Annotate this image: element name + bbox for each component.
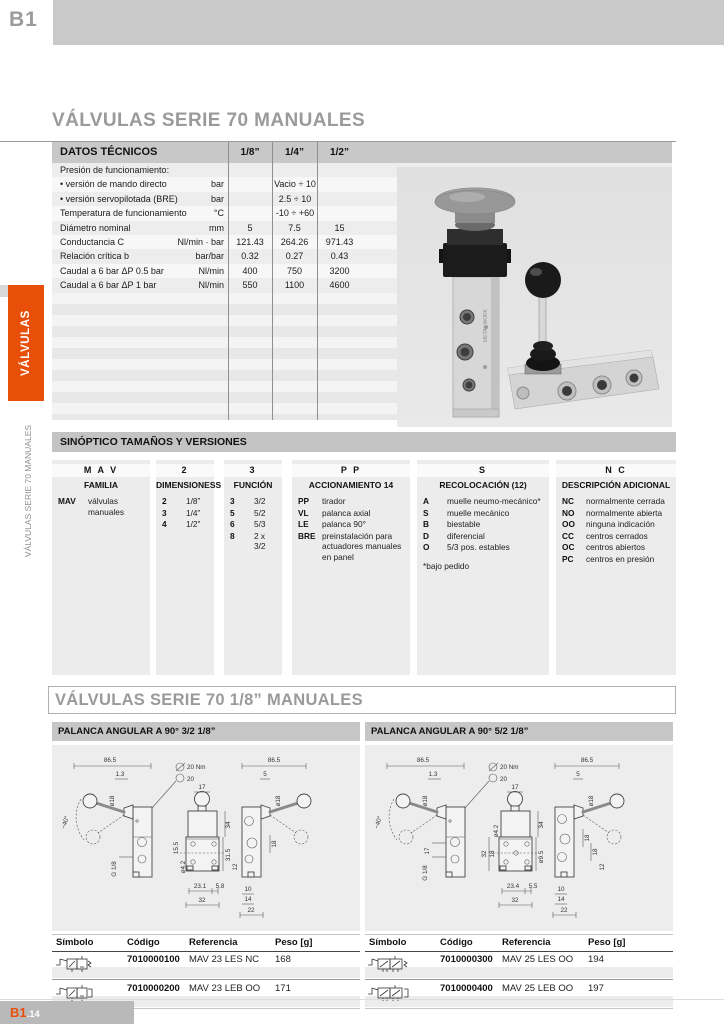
dim-label: 22: [247, 907, 255, 914]
dim-label: ø9.5: [538, 850, 545, 864]
dim-label: ø18: [588, 795, 595, 807]
column-code: N C: [556, 464, 676, 477]
column-items: [58, 496, 146, 517]
dim-label: 86.5: [267, 757, 281, 764]
row-unit: Nl/min · bar: [177, 236, 224, 247]
drawing-5-2-svg: [365, 745, 673, 931]
sidebar-tab-label: VÁLVULAS: [20, 310, 32, 376]
header-codigo: Código: [127, 937, 160, 948]
table-header: [52, 934, 360, 952]
item-code: NO: [562, 507, 575, 518]
list-item: [423, 496, 545, 507]
row-value: 5: [247, 222, 253, 233]
item-code: 2: [162, 496, 167, 506]
row-value: 4600: [329, 280, 350, 291]
row-label: • versión de mando directo: [60, 179, 167, 190]
list-item: [298, 519, 406, 530]
header-referencia: Referencia: [502, 937, 551, 948]
dim-label: 14: [244, 896, 252, 903]
dim-label: 1.3: [428, 771, 438, 778]
row-value: 750: [286, 265, 303, 276]
column-code: 2: [156, 464, 214, 477]
item-code: 3: [162, 507, 167, 518]
dim-label: 17: [511, 784, 519, 791]
sinoptico-column-recolocacion: [417, 460, 549, 675]
item-desc: 1/4”: [186, 507, 201, 518]
panel-title-label: PALANCA ANGULAR A 90° 5/2 1/8”: [371, 726, 529, 737]
item-desc: centros cerrados: [586, 530, 648, 541]
sinoptico-column-funcion: [224, 460, 282, 675]
row-value: 7.5: [288, 222, 301, 233]
header-simbolo: Símbolo: [369, 937, 407, 948]
item-desc: palanca 90°: [322, 519, 366, 529]
row-value: 121.43: [236, 236, 264, 247]
codigo-value: 7010000100: [127, 954, 180, 965]
item-desc: muelle mecánico: [447, 507, 510, 518]
row-label: Caudal a 6 bar ΔP 1 bar: [60, 280, 157, 291]
datos-tecnicos-title: DATOS TÉCNICOS: [60, 146, 158, 158]
row-value: 400: [242, 265, 258, 276]
header-simbolo: Símbolo: [56, 937, 94, 948]
dim-label: ø4.2: [180, 860, 187, 874]
list-item: [230, 531, 278, 552]
item-desc: 2 x 3/2: [254, 530, 266, 551]
row-value: 2.5 ÷ 10: [278, 193, 312, 204]
view-front: [465, 763, 545, 908]
row-value: -10 ÷ +60: [275, 208, 315, 219]
dim-label: 32: [481, 850, 488, 858]
column-divider: [272, 142, 273, 420]
item-desc: normalmente abierta: [586, 507, 663, 518]
list-item: [162, 508, 210, 519]
row-value: 1100: [284, 280, 305, 291]
row-value: 0.27: [285, 251, 304, 262]
row-unit: Nl/min: [198, 280, 224, 291]
list-item: [230, 496, 278, 507]
peso-value: 194: [588, 954, 604, 965]
table-header: [365, 934, 673, 952]
table-row: [365, 980, 673, 1009]
sidebar-section-label: VÁLVULAS SERIE 70 MANUALES: [23, 424, 33, 558]
view-side-left: [372, 757, 465, 881]
lever-valve-photo: [507, 262, 659, 409]
list-item: [562, 508, 672, 519]
row-unit: °C: [213, 208, 224, 219]
dim-label: 17: [424, 847, 431, 855]
column-code: M A V: [52, 464, 150, 477]
dim-label: 20: [187, 776, 195, 783]
referencia-value: MAV 25 LEB OO: [502, 983, 574, 994]
header-codigo: Código: [440, 937, 473, 948]
item-desc: biestable: [447, 519, 481, 529]
dim-label: 5.5: [528, 883, 538, 890]
column-items: [423, 496, 545, 553]
referencia-value: MAV 25 LES OO: [502, 954, 574, 965]
item-desc: 1/2”: [186, 519, 201, 529]
page-footer: [0, 1001, 134, 1024]
product-photos: [397, 167, 672, 427]
dim-label: 18: [489, 850, 496, 858]
sinoptico-title: SINÓPTICO TAMAÑOS Y VERSIONES: [60, 436, 247, 448]
dim-label: 86.5: [580, 757, 594, 764]
column-items: [162, 496, 210, 530]
dim-label: ø18: [109, 795, 116, 807]
dim-label: 1.3: [115, 771, 125, 778]
peso-value: 171: [275, 983, 291, 994]
sinoptico-header: [52, 432, 676, 452]
header-referencia: Referencia: [189, 937, 238, 948]
sinoptico-column-accionamiento: [292, 460, 410, 675]
dim-label: 14: [557, 896, 565, 903]
dim-label: 22: [560, 907, 568, 914]
dim-label: G 1/8: [422, 865, 429, 881]
dim-label: G 1/8: [111, 861, 118, 877]
item-code: 5: [230, 507, 235, 518]
dim-label: 34: [538, 821, 545, 829]
column-header-12: 1/2”: [330, 147, 349, 158]
row-label: • versión servopilotada (BRE): [60, 193, 178, 204]
pneumatic-symbol-5-2: [365, 983, 417, 1007]
item-desc: centros abiertos: [586, 542, 646, 552]
dim-label: 18: [271, 840, 278, 848]
dim-label: 5: [263, 771, 267, 778]
row-unit: bar: [210, 179, 224, 190]
dim-label: 18: [592, 848, 599, 856]
dim-label: 20: [500, 776, 508, 783]
row-value: 264.26: [280, 236, 309, 247]
dim-label: 15.5: [173, 841, 180, 855]
dim-label: 10: [244, 886, 252, 893]
list-item: [162, 519, 210, 530]
item-desc: 5/3: [254, 519, 266, 529]
item-desc: tirador: [322, 496, 346, 506]
peso-value: 168: [275, 954, 291, 965]
column-header-14: 1/4”: [285, 147, 304, 158]
item-desc: 1/8”: [186, 496, 201, 506]
item-code: D: [423, 530, 429, 541]
column-items: [230, 496, 278, 552]
dim-label: 18: [584, 834, 591, 842]
footer-rule: [0, 999, 724, 1000]
item-code: A: [423, 496, 429, 506]
dim-label: 5.8: [215, 883, 225, 890]
dim-label: ~40°: [373, 815, 384, 830]
dim-label: 86.5: [103, 757, 117, 764]
table-row: [365, 951, 673, 980]
column-name: DIMENSIONESS: [156, 480, 222, 490]
view-side-right: [240, 757, 311, 918]
item-desc: válvulas manuales: [88, 496, 124, 517]
list-item: [162, 496, 210, 507]
dim-label: 86.5: [416, 757, 430, 764]
column-code: 3: [224, 464, 282, 477]
row-label: Caudal a 6 bar ΔP 0.5 bar: [60, 265, 164, 276]
row-value: 550: [242, 280, 258, 291]
technical-drawing-5-2: [365, 745, 673, 931]
item-code: MAV: [58, 496, 76, 506]
header-peso: Peso [g]: [588, 937, 626, 948]
dim-label: ø18: [422, 795, 429, 807]
item-desc: normalmente cerrada: [586, 496, 665, 506]
list-item: [423, 508, 545, 519]
row-unit: Nl/min: [198, 265, 224, 276]
row-value: 0.43: [330, 251, 349, 262]
pneumatic-symbol-3-2: [52, 954, 104, 978]
row-unit: mm: [209, 222, 224, 233]
metalwork-logo: METAL WORK: [483, 308, 489, 342]
dim-label: 23.4: [506, 883, 520, 890]
view-front: [152, 763, 239, 908]
datos-tecnicos-header: [52, 142, 672, 163]
row-value: Vacio ÷ 10: [274, 179, 316, 190]
item-code: PP: [298, 496, 310, 506]
section2-title-box: [48, 686, 676, 714]
peso-value: 197: [588, 983, 604, 994]
column-items: [298, 496, 406, 562]
row-value: 15: [334, 222, 345, 233]
column-name: FAMILIA: [84, 480, 118, 490]
sinoptico-column-familia: [52, 460, 150, 675]
row-unit: bar/bar: [195, 251, 224, 262]
column-name: ACCIONAMIENTO 14: [308, 480, 394, 490]
item-code: LE: [298, 519, 309, 529]
item-code: 3: [230, 496, 235, 506]
item-code: 8: [230, 530, 235, 541]
top-gray-band: [53, 0, 724, 45]
item-code: BRE: [298, 530, 316, 541]
dim-label: 12: [232, 863, 239, 871]
footer-section-code: B1: [10, 1005, 27, 1020]
pushbutton-valve-photo: [435, 188, 515, 417]
item-desc: muelle neumo-mecánico*: [447, 496, 541, 506]
view-side-right: [553, 757, 624, 918]
item-code: VL: [298, 507, 309, 518]
pneumatic-symbol-5-2: [365, 954, 417, 978]
list-item: [423, 542, 545, 553]
row-unit: bar: [210, 193, 224, 204]
list-item: [423, 531, 545, 542]
row-label: Presión de funcionamiento:: [60, 165, 170, 175]
column-name: FUNCIÓN: [233, 480, 273, 490]
referencia-value: MAV 23 LES NC: [189, 954, 260, 965]
panel-title-5-2: [365, 722, 673, 741]
dim-label: ~40°: [60, 815, 71, 830]
codigo-value: 7010000200: [127, 983, 180, 994]
drawing-3-2-svg: [52, 745, 360, 931]
item-code: 4: [162, 519, 167, 529]
list-item: [298, 531, 406, 563]
list-item: [230, 519, 278, 530]
sinoptico-column-descripcion: [556, 460, 676, 675]
codigo-value: 7010000400: [440, 983, 493, 994]
dim-label: 5: [576, 771, 580, 778]
list-item: [230, 508, 278, 519]
item-code: S: [423, 507, 429, 518]
dim-label: 20 Nm: [187, 764, 206, 771]
row-value: 0.32: [241, 251, 259, 262]
column-name: RECOLOCACIÓN (12): [439, 480, 527, 490]
list-item: [562, 496, 672, 507]
technical-drawing-3-2: [52, 745, 360, 931]
column-header-18: 1/8”: [240, 147, 260, 158]
panel-title-label: PALANCA ANGULAR A 90° 3/2 1/8”: [58, 726, 216, 737]
view-side-left: [59, 757, 152, 877]
header-peso: Peso [g]: [275, 937, 313, 948]
panel-title-3-2: [52, 722, 360, 741]
product-photos-illustration: [397, 167, 672, 427]
dim-label: 12: [599, 863, 606, 871]
list-item: [562, 554, 672, 565]
column-items: [562, 496, 672, 564]
page-number: [10, 1001, 40, 1024]
list-item: [58, 496, 146, 517]
item-desc: ninguna indicación: [586, 519, 655, 529]
row-value: 3200: [329, 265, 350, 276]
list-item: [423, 519, 545, 530]
column-code: P P: [292, 464, 410, 477]
dim-label: 20 Nm: [500, 764, 519, 771]
table-row: [52, 951, 360, 980]
column-name: DESCRIPCIÓN ADICIONAL: [561, 480, 671, 490]
item-desc: 5/3 pos. estables: [447, 542, 510, 552]
list-item: [562, 531, 672, 542]
codigo-value: 7010000300: [440, 954, 493, 965]
dim-label: 10: [557, 886, 565, 893]
sinoptico-column-dimensiones: [156, 460, 222, 675]
dim-label: ø18: [275, 795, 282, 807]
item-desc: 5/2: [254, 507, 266, 518]
row-label: Temperatura de funcionamiento: [60, 208, 187, 219]
item-desc: centros en presión: [586, 553, 655, 564]
row-value: 971.43: [325, 236, 354, 247]
referencia-value: MAV 23 LEB OO: [189, 983, 261, 994]
column-code: S: [417, 464, 549, 477]
sidebar-tab-valvulas[interactable]: [8, 285, 44, 401]
list-item: [298, 508, 406, 519]
item-code: NC: [562, 496, 574, 506]
item-desc: diferencial: [447, 530, 485, 541]
item-code: 6: [230, 519, 235, 529]
item-desc: 3/2: [254, 496, 266, 506]
dim-label: 34: [225, 821, 232, 829]
row-label: Conductancia C: [60, 236, 125, 247]
list-item: [562, 542, 672, 553]
section-code: B1: [9, 8, 38, 31]
item-code: OO: [562, 519, 575, 529]
column-divider: [317, 142, 318, 420]
item-desc: preinstalación para actuadores manuales en panel: [322, 530, 402, 562]
list-item: [562, 519, 672, 530]
item-code: B: [423, 519, 429, 529]
dim-label: 32: [198, 897, 206, 904]
item-desc: palanca axial: [322, 507, 371, 518]
item-code: OC: [562, 542, 575, 552]
item-code: O: [423, 542, 430, 552]
dim-label: ø4.2: [493, 824, 500, 838]
dim-label: 23.1: [193, 883, 207, 890]
column-divider: [228, 142, 229, 420]
section2-title: VÁLVULAS SERIE 70 1/8” MANUALES: [55, 691, 363, 709]
dim-label: 31.5: [225, 848, 232, 862]
dim-label: 32: [511, 897, 519, 904]
footnote: *bajo pedido: [423, 560, 470, 571]
item-code: PC: [562, 553, 574, 564]
item-code: CC: [562, 530, 574, 541]
page-title: VÁLVULAS SERIE 70 MANUALES: [52, 110, 366, 131]
row-label: Relación crítica b: [60, 251, 130, 262]
footer-page-number: .14: [26, 1009, 40, 1020]
row-label: Diámetro nominal: [60, 222, 131, 233]
dim-label: 17: [198, 784, 206, 791]
list-item: [298, 496, 406, 507]
